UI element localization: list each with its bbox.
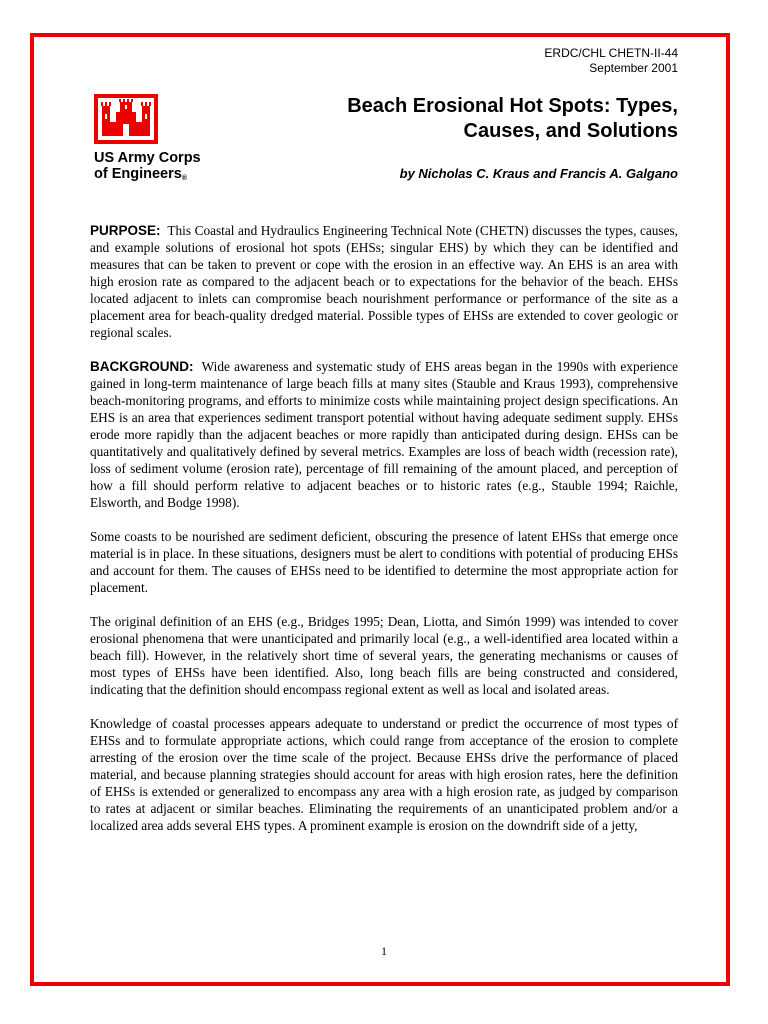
castle-icon (94, 94, 158, 144)
organization-name (94, 150, 201, 187)
paragraph-5: Knowledge of coastal processes appears adequate to understand or predict the occurrence of most types of EHSs and to formulate appropriate actions, which could range from acceptance of the erosion to complete arresting of the erosion over the time scale of the project. Because EHSs drive the performance of placed material, and because planning strategies should account for areas with high erosion rates, here the definition of EHSs is extended or generalized to encompass any area with a high erosion rate, as judged by comparison to rates at adjacent or similar beaches. Eliminating the requirements of an unanticipated problem and/or a localized area adds several EHS types. A prominent example is erosion on the downdrift side of a jetty, (90, 716, 678, 833)
report-id: ERDC/CHL CHETN-II-44 (544, 46, 678, 60)
purpose-heading: PURPOSE: (90, 223, 161, 238)
report-date: September 2001 (589, 61, 678, 75)
background-heading: BACKGROUND: (90, 359, 194, 374)
purpose-text: This Coastal and Hydraulics Engineering Technical Note (CHETN) discusses the types, causes, and example solutions of erosional hot spots (EHSs; singular EHS) by which they can be identified and measures that can be taken to prevent or cope with the erosion in an effective way. An EHS is an area with high erosion rate as compared to the adjacent beach or to expectations for the behavior of the beach. EHSs located adjacent to inlets can compromise beach nourishment performance or performance of the site as a placement area for beach-quality dredged material. Possible types of EHSs are extended to cover geologic or regional scales. (90, 223, 678, 340)
body-text (90, 222, 678, 851)
background-paragraph (90, 358, 678, 511)
background-text: Wide awareness and systematic study of EHS areas began in the 1990s with experience gained in long-term maintenance of large beach fills at many sites (Stauble and Kraus 1993), comprehensive beach-monitoring programs, and efforts to minimize costs while maintaining project design specifications. An EHS is an area that experiences sediment transport potential without having adequate sediment supply. EHSs erode more rapidly than the adjacent beaches or more rapidly than anticipated during design. EHSs can be quantitatively and qualitatively defined by several metrics. Examples are loss of beach width (recession rate), loss of sediment volume (erosion rate), percentage of fill remaining of the amount placed, and perception of how a fill should perform relative to adjacent beaches or to historic rates (e.g., Stauble 1994; Raichle, Elsworth, and Bodge 1998). (90, 359, 678, 510)
org-line-1: US Army Corps (94, 150, 201, 166)
title-line-2: Causes, and Solutions (463, 120, 678, 142)
registered-mark: ® (181, 175, 187, 182)
title-line-1: Beach Erosional Hot Spots: Types, (347, 95, 678, 117)
org-line-2: of Engineers (94, 166, 182, 182)
authors-line: by Nicholas C. Kraus and Francis A. Galgano (399, 166, 678, 181)
page-number: 1 (381, 944, 387, 958)
report-header (544, 46, 678, 76)
document-title (258, 94, 678, 144)
paragraph-4: The original definition of an EHS (e.g., Bridges 1995; Dean, Liotta, and Simón 1999) was intended to cover erosional phenomena that were unanticipated and primarily local (e.g., a well-identified area located within a beach fill). However, in the relatively short time of several years, the generating mechanisms or causes of most types of EHSs have been identified. Also, long beach fills are being constructed and considered, indicating that the definition should encompass regional extent as well as local and isolated areas. (90, 614, 678, 697)
purpose-paragraph (90, 222, 678, 341)
paragraph-3: Some coasts to be nourished are sediment deficient, obscuring the presence of latent EHSs that emerge once material is in place. In these situations, designers must be alert to conditions with potential of producing EHSs and account for them. The causes of EHSs need to be identified to determine the most appropriate action for placement. (90, 529, 678, 595)
